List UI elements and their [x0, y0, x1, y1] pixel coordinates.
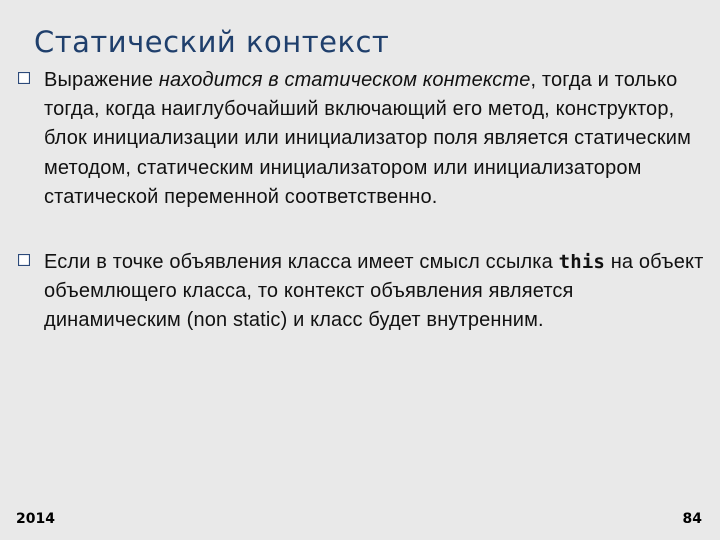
bullet-list: [16, 66, 706, 336]
bullet-text-end: на объект объемлющего класса, то контекст объявления является динамическим (non static) и класс будет внутренним.: [44, 251, 704, 332]
bullet-text-end: , тогда и только тогда, когда наиглубочайший включающий его метод, конструктор, блок инициализации или инициализатор поля является статическим методом, статическим инициализатором или инициализатором статической переменной соответственно.: [44, 69, 691, 208]
slide-title: Статический контекст: [34, 25, 390, 59]
hollow-square-bullet-icon: [18, 72, 30, 84]
page-number: 84: [682, 511, 702, 527]
bullet-text-start: Выражение: [44, 69, 159, 91]
bullet-item: [16, 248, 706, 336]
bullet-item: [16, 66, 706, 212]
bullet-text-start: Если в точке объявления класса имеет смысл ссылка: [44, 251, 559, 274]
bullet-emphasis: находится в статическом контексте: [158, 69, 531, 91]
footer-year: 2014: [16, 511, 55, 527]
bullet-text: [44, 248, 706, 336]
hollow-square-bullet-icon: [18, 254, 30, 266]
bullet-text: [44, 66, 706, 212]
code-keyword: this: [558, 251, 605, 274]
